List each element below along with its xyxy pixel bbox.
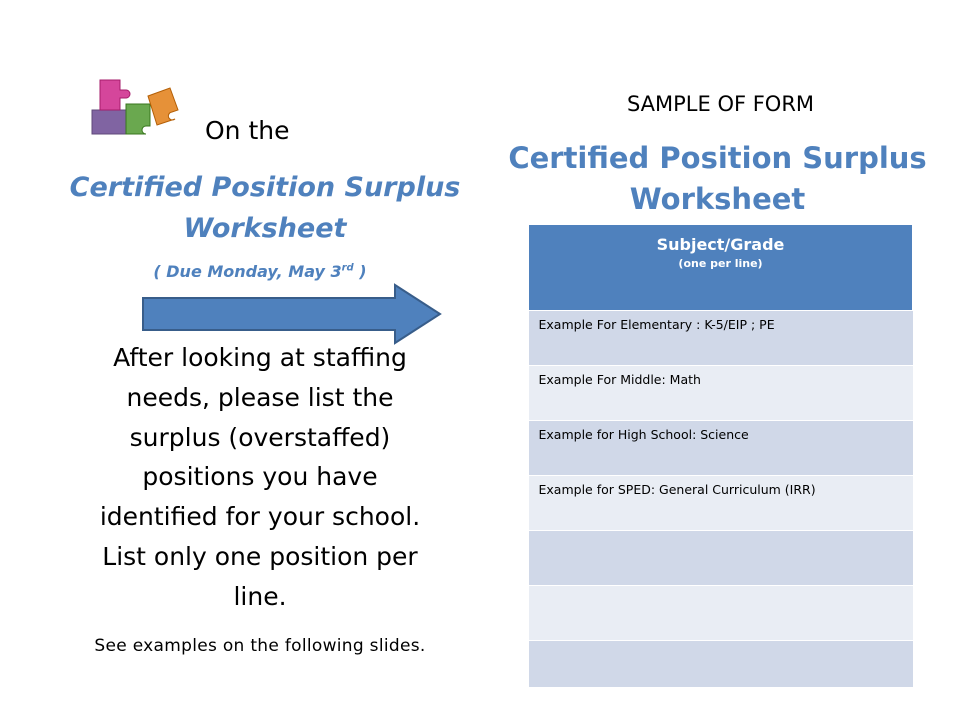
instruction-line: positions you have xyxy=(142,462,378,492)
due-date-close: ) xyxy=(353,262,367,281)
table-row xyxy=(529,586,913,641)
puzzle-pieces-icon xyxy=(86,74,186,140)
instruction-line: After looking at staffing xyxy=(113,343,407,372)
instruction-line: identified for your school. xyxy=(99,502,421,531)
instruction-line: needs, please list the xyxy=(126,382,394,412)
due-date xyxy=(95,262,425,281)
table-cell: Example For Elementary : K-5/EIP ; PE xyxy=(529,311,913,366)
table-cell: Example for SPED: General Curriculum (IRR) xyxy=(529,476,913,531)
due-date-ordinal: rd xyxy=(341,262,354,274)
table-cell: Example For Middle: Math xyxy=(529,366,913,421)
due-date-text: ( Due Monday, May 3 xyxy=(153,262,342,281)
table-row xyxy=(529,476,913,531)
instructions-text xyxy=(40,338,480,616)
table-row xyxy=(529,366,913,421)
table-row xyxy=(529,311,913,366)
table-cell xyxy=(529,586,913,641)
table-row xyxy=(529,641,913,688)
table-row xyxy=(529,421,913,476)
left-title-line-1: Certified Position Surplus xyxy=(69,172,461,203)
header-title: Subject/Grade xyxy=(656,235,785,254)
right-title-line-1: Certified Position Surplus xyxy=(508,141,927,175)
intro-text: On the xyxy=(205,116,290,145)
right-arrow-icon xyxy=(140,282,445,346)
instruction-line: surplus (overstaffed) xyxy=(129,422,391,452)
table-cell: Example for High School: Science xyxy=(529,421,913,476)
table-row xyxy=(529,531,913,586)
table-cell xyxy=(529,641,913,688)
subject-grade-header xyxy=(529,225,913,311)
table-header-row xyxy=(529,225,913,311)
table-cell xyxy=(529,531,913,586)
surplus-form-table xyxy=(528,224,913,688)
sample-form-label: SAMPLE OF FORM xyxy=(626,92,815,116)
right-worksheet-title xyxy=(495,138,940,219)
left-title-line-2: Worksheet xyxy=(183,212,347,244)
examples-note: See examples on the following slides. xyxy=(94,636,426,656)
right-title-line-2: Worksheet xyxy=(629,181,806,216)
instruction-line: line. xyxy=(233,581,287,611)
left-worksheet-title xyxy=(40,168,490,249)
instruction-line: List only one position per xyxy=(102,541,418,571)
header-subtitle: (one per line) xyxy=(678,257,763,270)
